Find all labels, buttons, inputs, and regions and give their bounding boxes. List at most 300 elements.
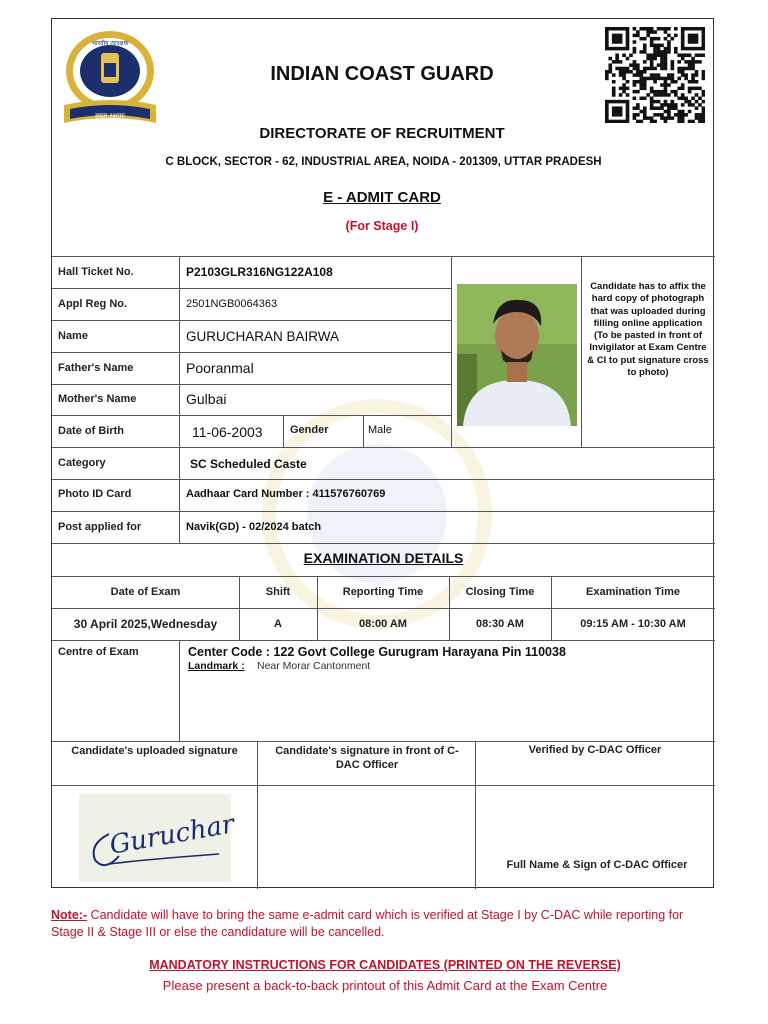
qr-module (650, 40, 654, 44)
dob-label: Date of Birth (58, 425, 124, 437)
qr-module (619, 120, 623, 123)
qr-module (657, 44, 661, 48)
qr-module (702, 110, 705, 114)
qr-module (615, 100, 619, 104)
qr-module (667, 50, 671, 54)
divider (363, 415, 364, 447)
qr-module (639, 120, 643, 123)
qr-module (650, 73, 654, 77)
qr-module (643, 116, 647, 120)
qr-module (626, 103, 630, 107)
qr-module (688, 34, 692, 38)
qr-module (639, 110, 643, 114)
qr-module (605, 73, 609, 77)
qr-module (664, 103, 668, 107)
qr-module (643, 110, 647, 114)
qr-module (626, 113, 630, 117)
qr-module (643, 44, 647, 48)
qr-module (681, 87, 685, 91)
qr-module (643, 77, 647, 81)
qr-module (615, 113, 619, 117)
gender-label: Gender (290, 424, 329, 436)
qr-module (657, 37, 661, 41)
qr-module (650, 27, 654, 31)
footer-note (51, 907, 719, 941)
qr-module (664, 87, 668, 91)
qr-module (684, 53, 688, 57)
qr-module (626, 57, 630, 61)
qr-module (650, 103, 654, 107)
divider (179, 640, 180, 741)
qr-module (695, 40, 699, 44)
landmark-label: Landmark : (188, 660, 245, 672)
qr-module (643, 47, 647, 51)
qr-module (660, 60, 664, 64)
qr-module (684, 60, 688, 64)
qr-module (619, 67, 623, 71)
post-label: Post applied for (58, 521, 142, 533)
qr-module (681, 30, 685, 34)
qr-module (671, 77, 675, 81)
qr-module (605, 30, 609, 34)
qr-module (653, 120, 657, 123)
exam-header-exam-time: Examination Time (586, 586, 680, 598)
qr-code (605, 27, 705, 123)
qr-module (681, 103, 685, 107)
qr-module (633, 27, 637, 31)
qr-module (702, 77, 705, 81)
qr-module (626, 106, 630, 110)
qr-module (695, 106, 699, 110)
divider (52, 288, 451, 289)
instructions-text: Please present a back-to-back printout of this Admit Card at the Exam Centre (162, 978, 608, 993)
qr-module (646, 57, 650, 61)
qr-module (667, 77, 671, 81)
qr-module (660, 44, 664, 48)
qr-module (612, 73, 616, 77)
qr-module (681, 113, 685, 117)
qr-module (636, 90, 640, 94)
qr-module (684, 113, 688, 117)
qr-module (639, 70, 643, 74)
qr-module (691, 27, 695, 31)
qr-module (660, 90, 664, 94)
qr-module (677, 53, 681, 57)
qr-module (626, 37, 630, 41)
qr-module (619, 113, 623, 117)
qr-module (691, 73, 695, 77)
qr-module (691, 47, 695, 51)
qr-module (619, 40, 623, 44)
qr-module (653, 50, 657, 54)
exam-header-closing: Closing Time (465, 586, 535, 598)
candidate-photo (457, 284, 577, 426)
qr-module (639, 37, 643, 41)
qr-module (664, 80, 668, 84)
qr-module (664, 90, 668, 94)
qr-module (702, 47, 705, 51)
qr-module (605, 120, 609, 123)
qr-module (698, 87, 702, 91)
qr-module (639, 87, 643, 91)
qr-module (674, 103, 678, 107)
qr-module (612, 120, 616, 123)
qr-module (615, 40, 619, 44)
qr-module (664, 100, 668, 104)
qr-module (636, 67, 640, 71)
qr-module (622, 73, 626, 77)
qr-module (615, 120, 619, 123)
qr-module (677, 87, 681, 91)
qr-module (691, 87, 695, 91)
qr-module (646, 116, 650, 120)
qr-module (702, 37, 705, 41)
qr-module (702, 73, 705, 77)
qr-module (681, 83, 685, 87)
category-value: SC Scheduled Caste (190, 457, 307, 471)
qr-module (633, 116, 637, 120)
qr-module (695, 87, 699, 91)
qr-module (664, 67, 668, 71)
qr-module (691, 40, 695, 44)
qr-module (653, 53, 657, 57)
qr-module (629, 70, 633, 74)
qr-module (650, 37, 654, 41)
qr-module (691, 97, 695, 101)
qr-module (695, 53, 699, 57)
qr-module (639, 77, 643, 81)
qr-module (653, 93, 657, 97)
qr-module (664, 93, 668, 97)
qr-module (688, 67, 692, 71)
qr-module (639, 83, 643, 87)
qr-module (646, 53, 650, 57)
qr-module (691, 60, 695, 64)
qr-module (650, 97, 654, 101)
qr-module (671, 37, 675, 41)
qr-module (650, 90, 654, 94)
father-name-value: Pooranmal (186, 360, 254, 376)
qr-module (608, 67, 612, 71)
qr-module (605, 116, 609, 120)
qr-module (643, 83, 647, 87)
qr-module (660, 113, 664, 117)
qr-module (664, 37, 668, 41)
qr-module (636, 30, 640, 34)
qr-module (646, 27, 650, 31)
qr-module (684, 77, 688, 81)
qr-module (684, 97, 688, 101)
qr-module (657, 93, 661, 97)
qr-module (653, 44, 657, 48)
mother-name-label: Mother's Name (58, 393, 137, 405)
qr-module (674, 93, 678, 97)
qr-module (622, 77, 626, 81)
qr-module (629, 53, 633, 57)
qr-module (639, 80, 643, 84)
qr-module (646, 93, 650, 97)
qr-module (619, 47, 623, 51)
qr-module (608, 27, 612, 31)
qr-module (653, 37, 657, 41)
qr-module (650, 63, 654, 67)
qr-module (688, 100, 692, 104)
qr-module (605, 27, 609, 31)
qr-module (622, 120, 626, 123)
qr-module (698, 47, 702, 51)
qr-module (660, 83, 664, 87)
qr-module (612, 106, 616, 110)
qr-module (660, 67, 664, 71)
qr-module (667, 44, 671, 48)
qr-module (684, 27, 688, 31)
qr-module (674, 47, 678, 51)
exam-shift-value: A (274, 618, 282, 630)
qr-module (646, 67, 650, 71)
qr-module (639, 73, 643, 77)
qr-module (698, 116, 702, 120)
qr-module (605, 103, 609, 107)
exam-details-title: EXAMINATION DETAILS (303, 550, 464, 566)
qr-module (657, 27, 661, 31)
qr-module (643, 67, 647, 71)
qr-module (664, 63, 668, 67)
qr-module (667, 106, 671, 110)
qr-module (674, 90, 678, 94)
divider (52, 352, 451, 353)
directorate-title: DIRECTORATE OF RECRUITMENT (259, 125, 505, 142)
photo-instruction: Candidate has to affix the hard copy of photograph that was uploaded during filling online application (To be pasted in front of Invigilator at Exam Centre & CI to put signature cross to photo) (587, 281, 709, 379)
reporting-time-value: 08:00 AM (359, 618, 407, 630)
qr-module (608, 120, 612, 123)
qr-module (657, 73, 661, 77)
divider (52, 384, 451, 385)
qr-module (636, 106, 640, 110)
father-name-label: Father's Name (58, 362, 134, 374)
qr-module (622, 47, 626, 51)
qr-module (671, 60, 675, 64)
name-label: Name (58, 330, 88, 342)
qr-module (677, 110, 681, 114)
dob-value: 11-06-2003 (192, 424, 263, 440)
qr-module (667, 116, 671, 120)
qr-module (702, 120, 705, 123)
qr-module (702, 90, 705, 94)
qr-module (684, 73, 688, 77)
qr-module (619, 70, 623, 74)
qr-module (667, 93, 671, 97)
qr-module (653, 90, 657, 94)
qr-module (643, 97, 647, 101)
divider (52, 511, 715, 512)
qr-module (688, 37, 692, 41)
qr-module (626, 27, 630, 31)
qr-module (626, 67, 630, 71)
qr-module (636, 113, 640, 117)
qr-module (626, 120, 630, 123)
qr-module (691, 67, 695, 71)
qr-module (605, 44, 609, 48)
qr-module (702, 44, 705, 48)
qr-module (653, 57, 657, 61)
qr-module (612, 80, 616, 84)
qr-module (629, 63, 633, 67)
qr-module (688, 63, 692, 67)
qr-module (695, 80, 699, 84)
qr-module (667, 113, 671, 117)
qr-module (653, 106, 657, 110)
qr-module (681, 57, 685, 61)
divider (52, 447, 715, 448)
qr-module (622, 90, 626, 94)
photo-id-value: Aadhaar Card Number : 411576760769 (186, 488, 386, 500)
qr-module (633, 60, 637, 64)
appl-reg-label: Appl Reg No. (58, 298, 128, 310)
qr-module (633, 113, 637, 117)
qr-module (667, 73, 671, 77)
qr-module (664, 110, 668, 114)
note-label: Note:- (51, 908, 88, 922)
qr-module (626, 100, 630, 104)
qr-module (643, 37, 647, 41)
qr-module (702, 40, 705, 44)
qr-module (702, 70, 705, 74)
qr-module (698, 120, 702, 123)
officer-sign-label: Full Name & Sign of C-DAC Officer (506, 859, 688, 871)
qr-module (671, 63, 675, 67)
qr-module (622, 83, 626, 87)
qr-module (643, 50, 647, 54)
org-title: INDIAN COAST GUARD (270, 63, 494, 85)
centre-label: Centre of Exam (58, 646, 139, 658)
qr-module (702, 93, 705, 97)
qr-module (681, 27, 685, 31)
qr-module (650, 116, 654, 120)
category-label: Category (58, 457, 106, 469)
qr-module (702, 106, 705, 110)
qr-module (612, 47, 616, 51)
qr-module (664, 77, 668, 81)
logo-top-text: भारतीय तटरक्षक (91, 40, 129, 47)
qr-module (698, 113, 702, 117)
qr-module (695, 34, 699, 38)
qr-module (636, 70, 640, 74)
qr-module (688, 40, 692, 44)
card-title: E - ADMIT CARD (323, 189, 441, 206)
signature-image (79, 794, 237, 882)
qr-module (643, 70, 647, 74)
qr-module (619, 27, 623, 31)
qr-module (667, 40, 671, 44)
address-line: C BLOCK, SECTOR - 62, INDUSTRIAL AREA, NOIDA - 201309, UTTAR PRADESH (165, 156, 602, 168)
qr-module (684, 67, 688, 71)
qr-module (691, 80, 695, 84)
qr-module (657, 113, 661, 117)
qr-module (605, 47, 609, 51)
qr-module (702, 34, 705, 38)
qr-module (612, 113, 616, 117)
qr-module (684, 100, 688, 104)
qr-module (636, 34, 640, 38)
qr-module (664, 60, 668, 64)
qr-module (695, 60, 699, 64)
hall-ticket-label: Hall Ticket No. (58, 266, 134, 278)
qr-module (702, 27, 705, 31)
qr-module (677, 77, 681, 81)
qr-module (650, 87, 654, 91)
qr-module (612, 37, 616, 41)
qr-module (657, 90, 661, 94)
qr-module (646, 77, 650, 81)
qr-module (667, 83, 671, 87)
qr-module (622, 70, 626, 74)
qr-module (698, 97, 702, 101)
qr-module (667, 34, 671, 38)
qr-module (619, 110, 623, 114)
mother-name-value: Gulbai (186, 391, 227, 407)
logo-motto-text: वयम् रक्षामः (95, 112, 125, 120)
qr-module (691, 34, 695, 38)
qr-module (650, 67, 654, 71)
qr-module (612, 60, 616, 64)
qr-module (622, 100, 626, 104)
divider (52, 256, 715, 257)
qr-module (626, 110, 630, 114)
qr-module (636, 63, 640, 67)
qr-module (615, 60, 619, 64)
qr-module (664, 47, 668, 51)
qr-module (626, 116, 630, 120)
qr-module (688, 47, 692, 51)
qr-module (667, 47, 671, 51)
qr-module (622, 27, 626, 31)
qr-module (681, 37, 685, 41)
qr-module (626, 93, 630, 97)
qr-module (688, 80, 692, 84)
qr-module (660, 27, 664, 31)
qr-module (660, 77, 664, 81)
qr-module (653, 47, 657, 51)
qr-module (643, 27, 647, 31)
qr-module (633, 67, 637, 71)
qr-module (653, 100, 657, 104)
qr-module (643, 80, 647, 84)
qr-module (615, 110, 619, 114)
qr-module (633, 83, 637, 87)
qr-module (636, 103, 640, 107)
qr-module (622, 53, 626, 57)
stage-label: (For Stage I) (345, 219, 419, 233)
divider (475, 741, 476, 889)
qr-module (664, 120, 668, 123)
instructions-title: MANDATORY INSTRUCTIONS FOR CANDIDATES (PRINTED ON THE REVERSE) (149, 958, 621, 972)
qr-module (615, 34, 619, 38)
qr-module (681, 93, 685, 97)
qr-module (619, 100, 623, 104)
qr-module (681, 53, 685, 57)
qr-module (671, 80, 675, 84)
qr-module (650, 57, 654, 61)
exam-time-value: 09:15 AM - 10:30 AM (580, 618, 686, 630)
divider (52, 320, 451, 321)
qr-module (671, 103, 675, 107)
front-signature-label: Candidate's signature in front of C-DAC Officer (275, 745, 459, 771)
divider (52, 741, 715, 742)
qr-module (633, 90, 637, 94)
qr-module (698, 27, 702, 31)
qr-module (691, 103, 695, 107)
qr-module (626, 30, 630, 34)
